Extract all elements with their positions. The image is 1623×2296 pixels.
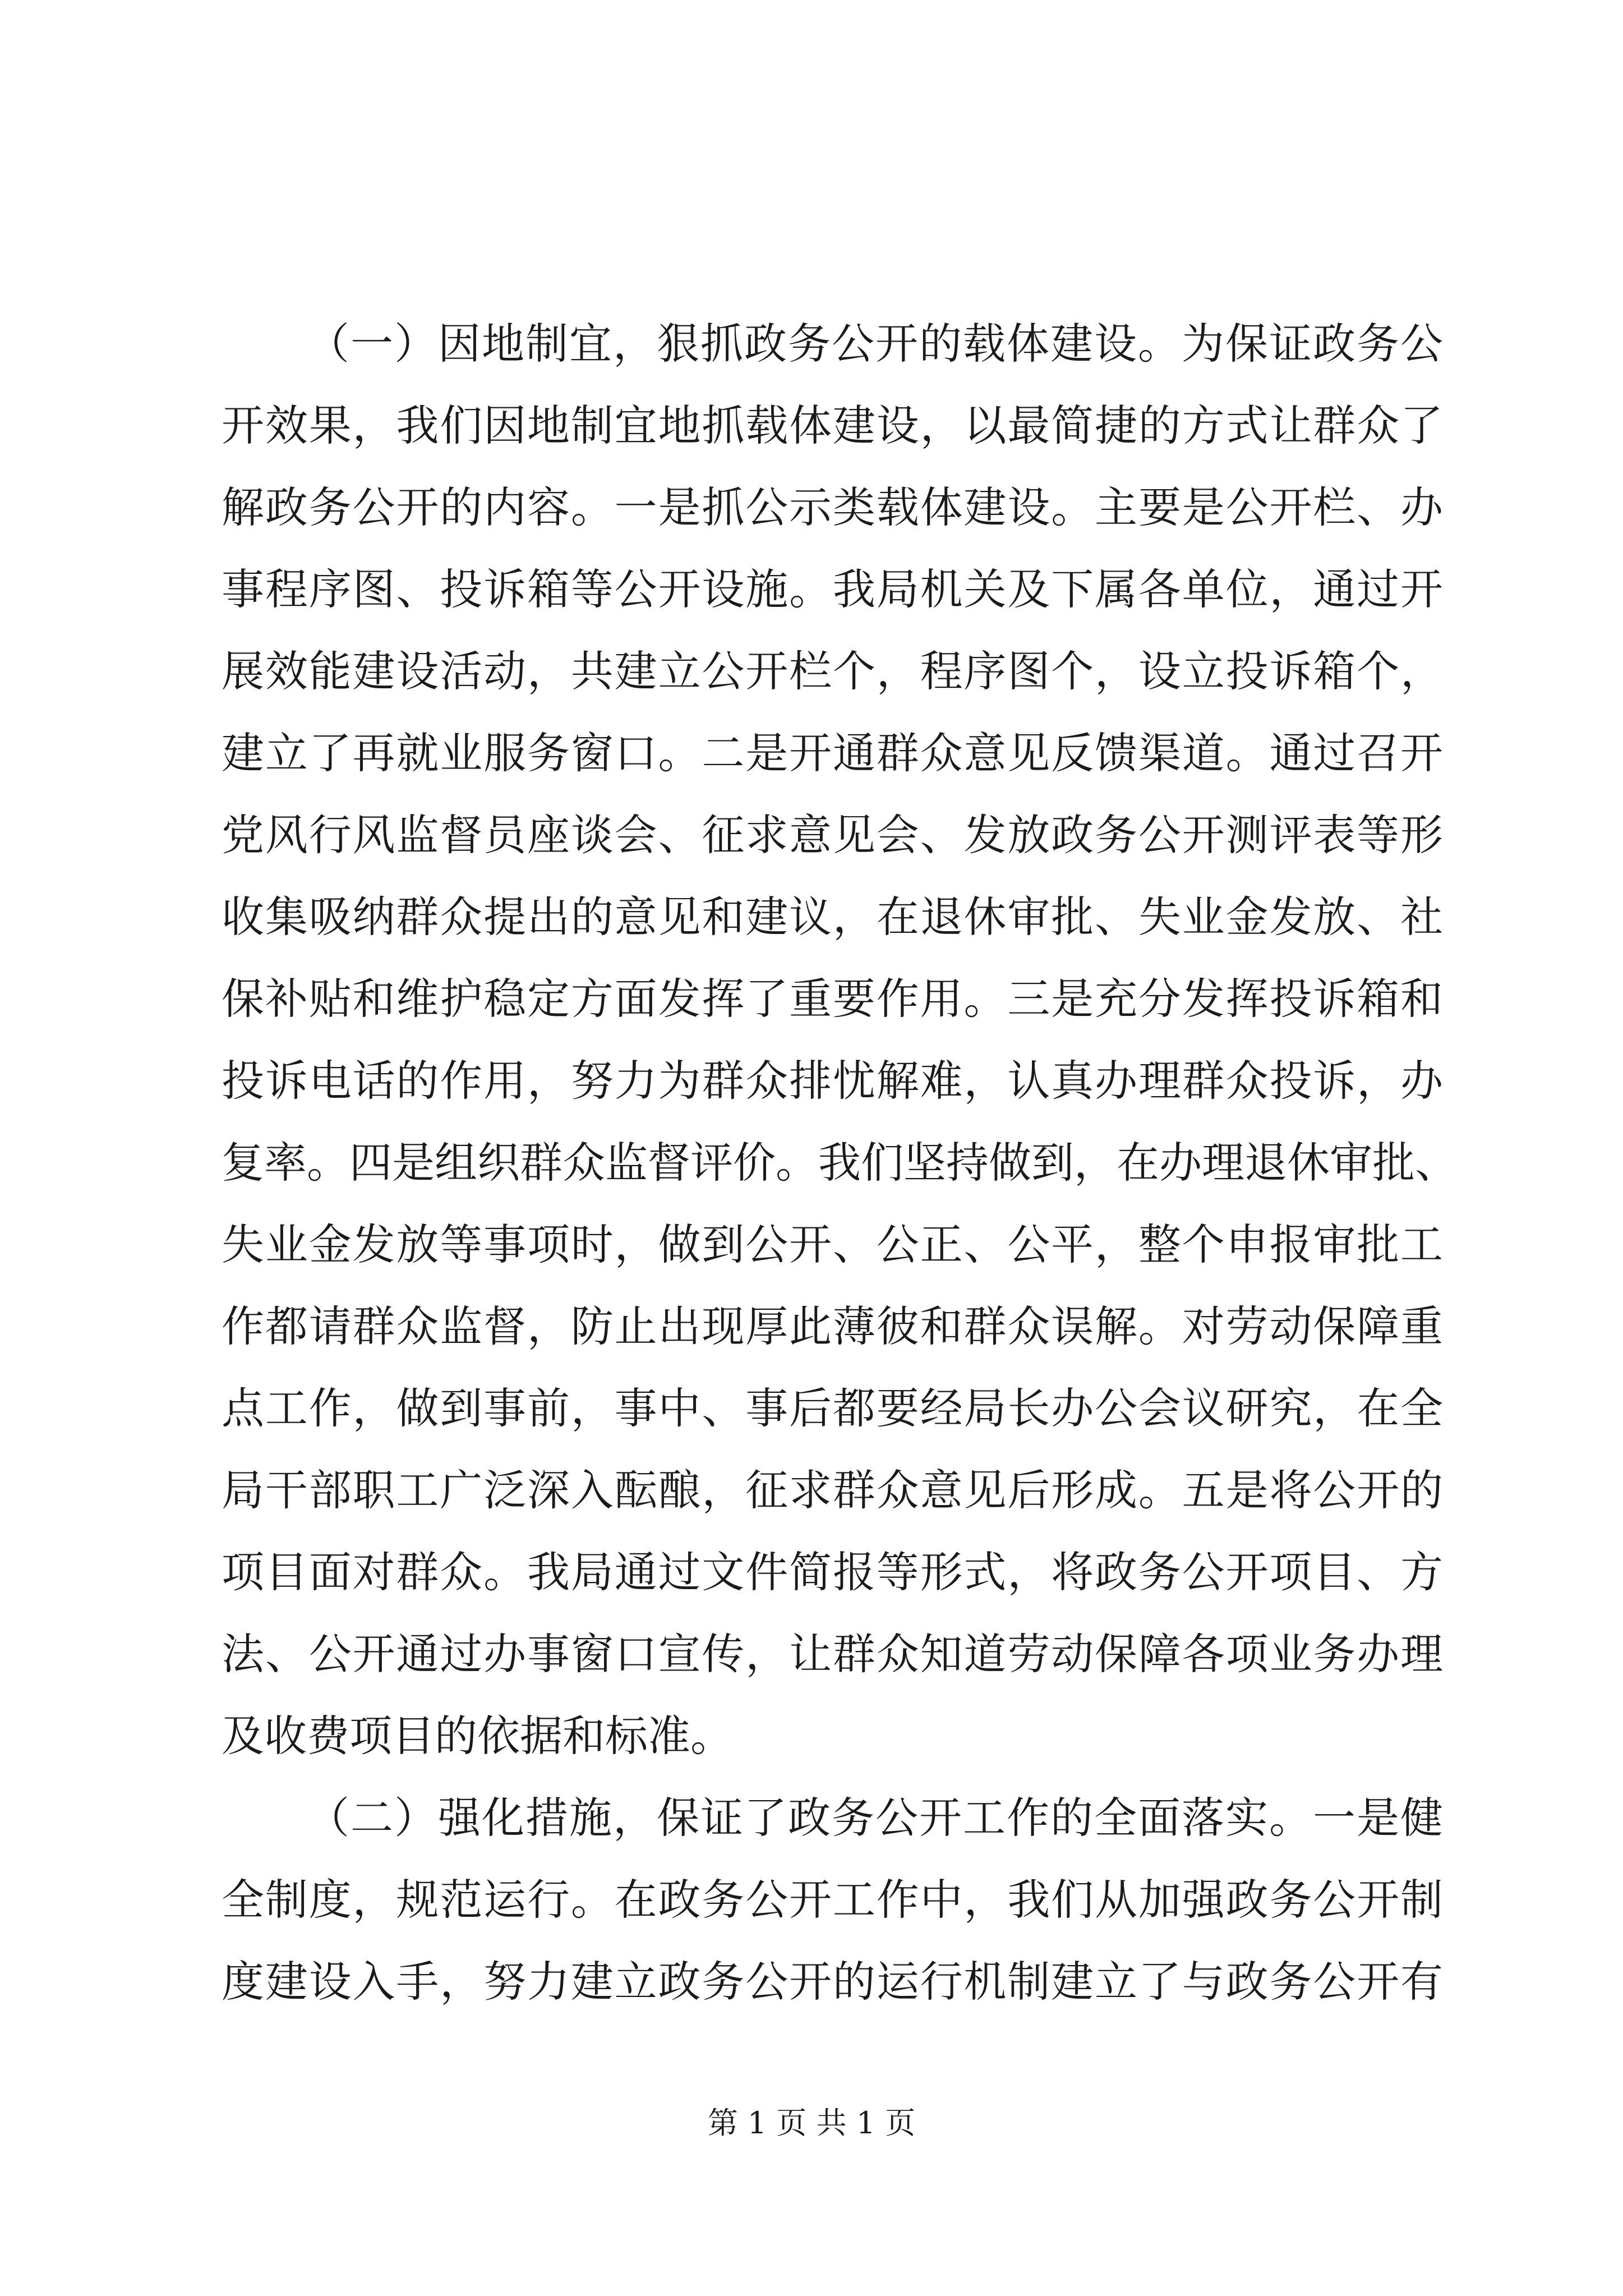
text-line: 失业金发放等事项时，做到公开、公正、公平，整个申报审批工: [222, 1220, 1443, 1269]
text-line: 开效果，我们因地制宜地抓载体建设，以最简捷的方式让群众了: [222, 401, 1443, 450]
text-line: 投诉电话的作用，努力为群众排忧解难，认真办理群众投诉，办: [222, 1056, 1443, 1106]
text-line: 党风行风监督员座谈会、征求意见会、发放政务公开测评表等形: [222, 810, 1443, 860]
text-line: 复率。四是组织群众监督评价。我们坚持做到，在办理退休审批、: [222, 1138, 1458, 1188]
text-line: 全制度，规范运行。在政务公开工作中，我们从加强政务公开制: [222, 1875, 1443, 1925]
text-line: 法、公开通过办事窗口宣传，让群众知道劳动保障各项业务办理: [222, 1629, 1443, 1679]
text-line: 收集吸纳群众提出的意见和建议，在退休审批、失业金发放、社: [222, 892, 1443, 942]
text-line: 展效能建设活动，共建立公开栏个，程序图个，设立投诉箱个，: [222, 646, 1443, 696]
text-line: 建立了再就业服务窗口。二是开通群众意见反馈渠道。通过召开: [222, 728, 1443, 778]
page-footer: 第 1 页 共 1 页: [707, 2105, 916, 2141]
text-line: 度建设入手，努力建立政务公开的运行机制建立了与政务公开有: [222, 1957, 1443, 2007]
text-line: 点工作，做到事前，事中、事后都要经局长办公会议研究，在全: [222, 1383, 1443, 1433]
body-text: [222, 303, 1458, 2023]
text-line: 解政务公开的内容。一是抓公示类载体建设。主要是公开栏、办: [222, 482, 1443, 532]
text-line: 事程序图、投诉箱等公开设施。我局机关及下属各单位，通过开: [222, 564, 1443, 614]
text-line: 作都请群众监督，防止出现厚此薄彼和群众误解。对劳动保障重: [222, 1301, 1443, 1351]
text-line: 保补贴和维护稳定方面发挥了重要作用。三是充分发挥投诉箱和: [222, 974, 1443, 1024]
text-line: 项目面对群众。我局通过文件简报等形式，将政务公开项目、方: [222, 1547, 1443, 1597]
text-line: 局干部职工广泛深入酝酿，征求群众意见后形成。五是将公开的: [222, 1465, 1443, 1515]
text-line: （一）因地制宜，狠抓政务公开的载体建设。为保证政务公: [307, 319, 1443, 369]
text-line: （二）强化措施，保证了政务公开工作的全面落实。一是健: [307, 1793, 1443, 1843]
text-line: 及收费项目的依据和标准。: [222, 1711, 733, 1761]
